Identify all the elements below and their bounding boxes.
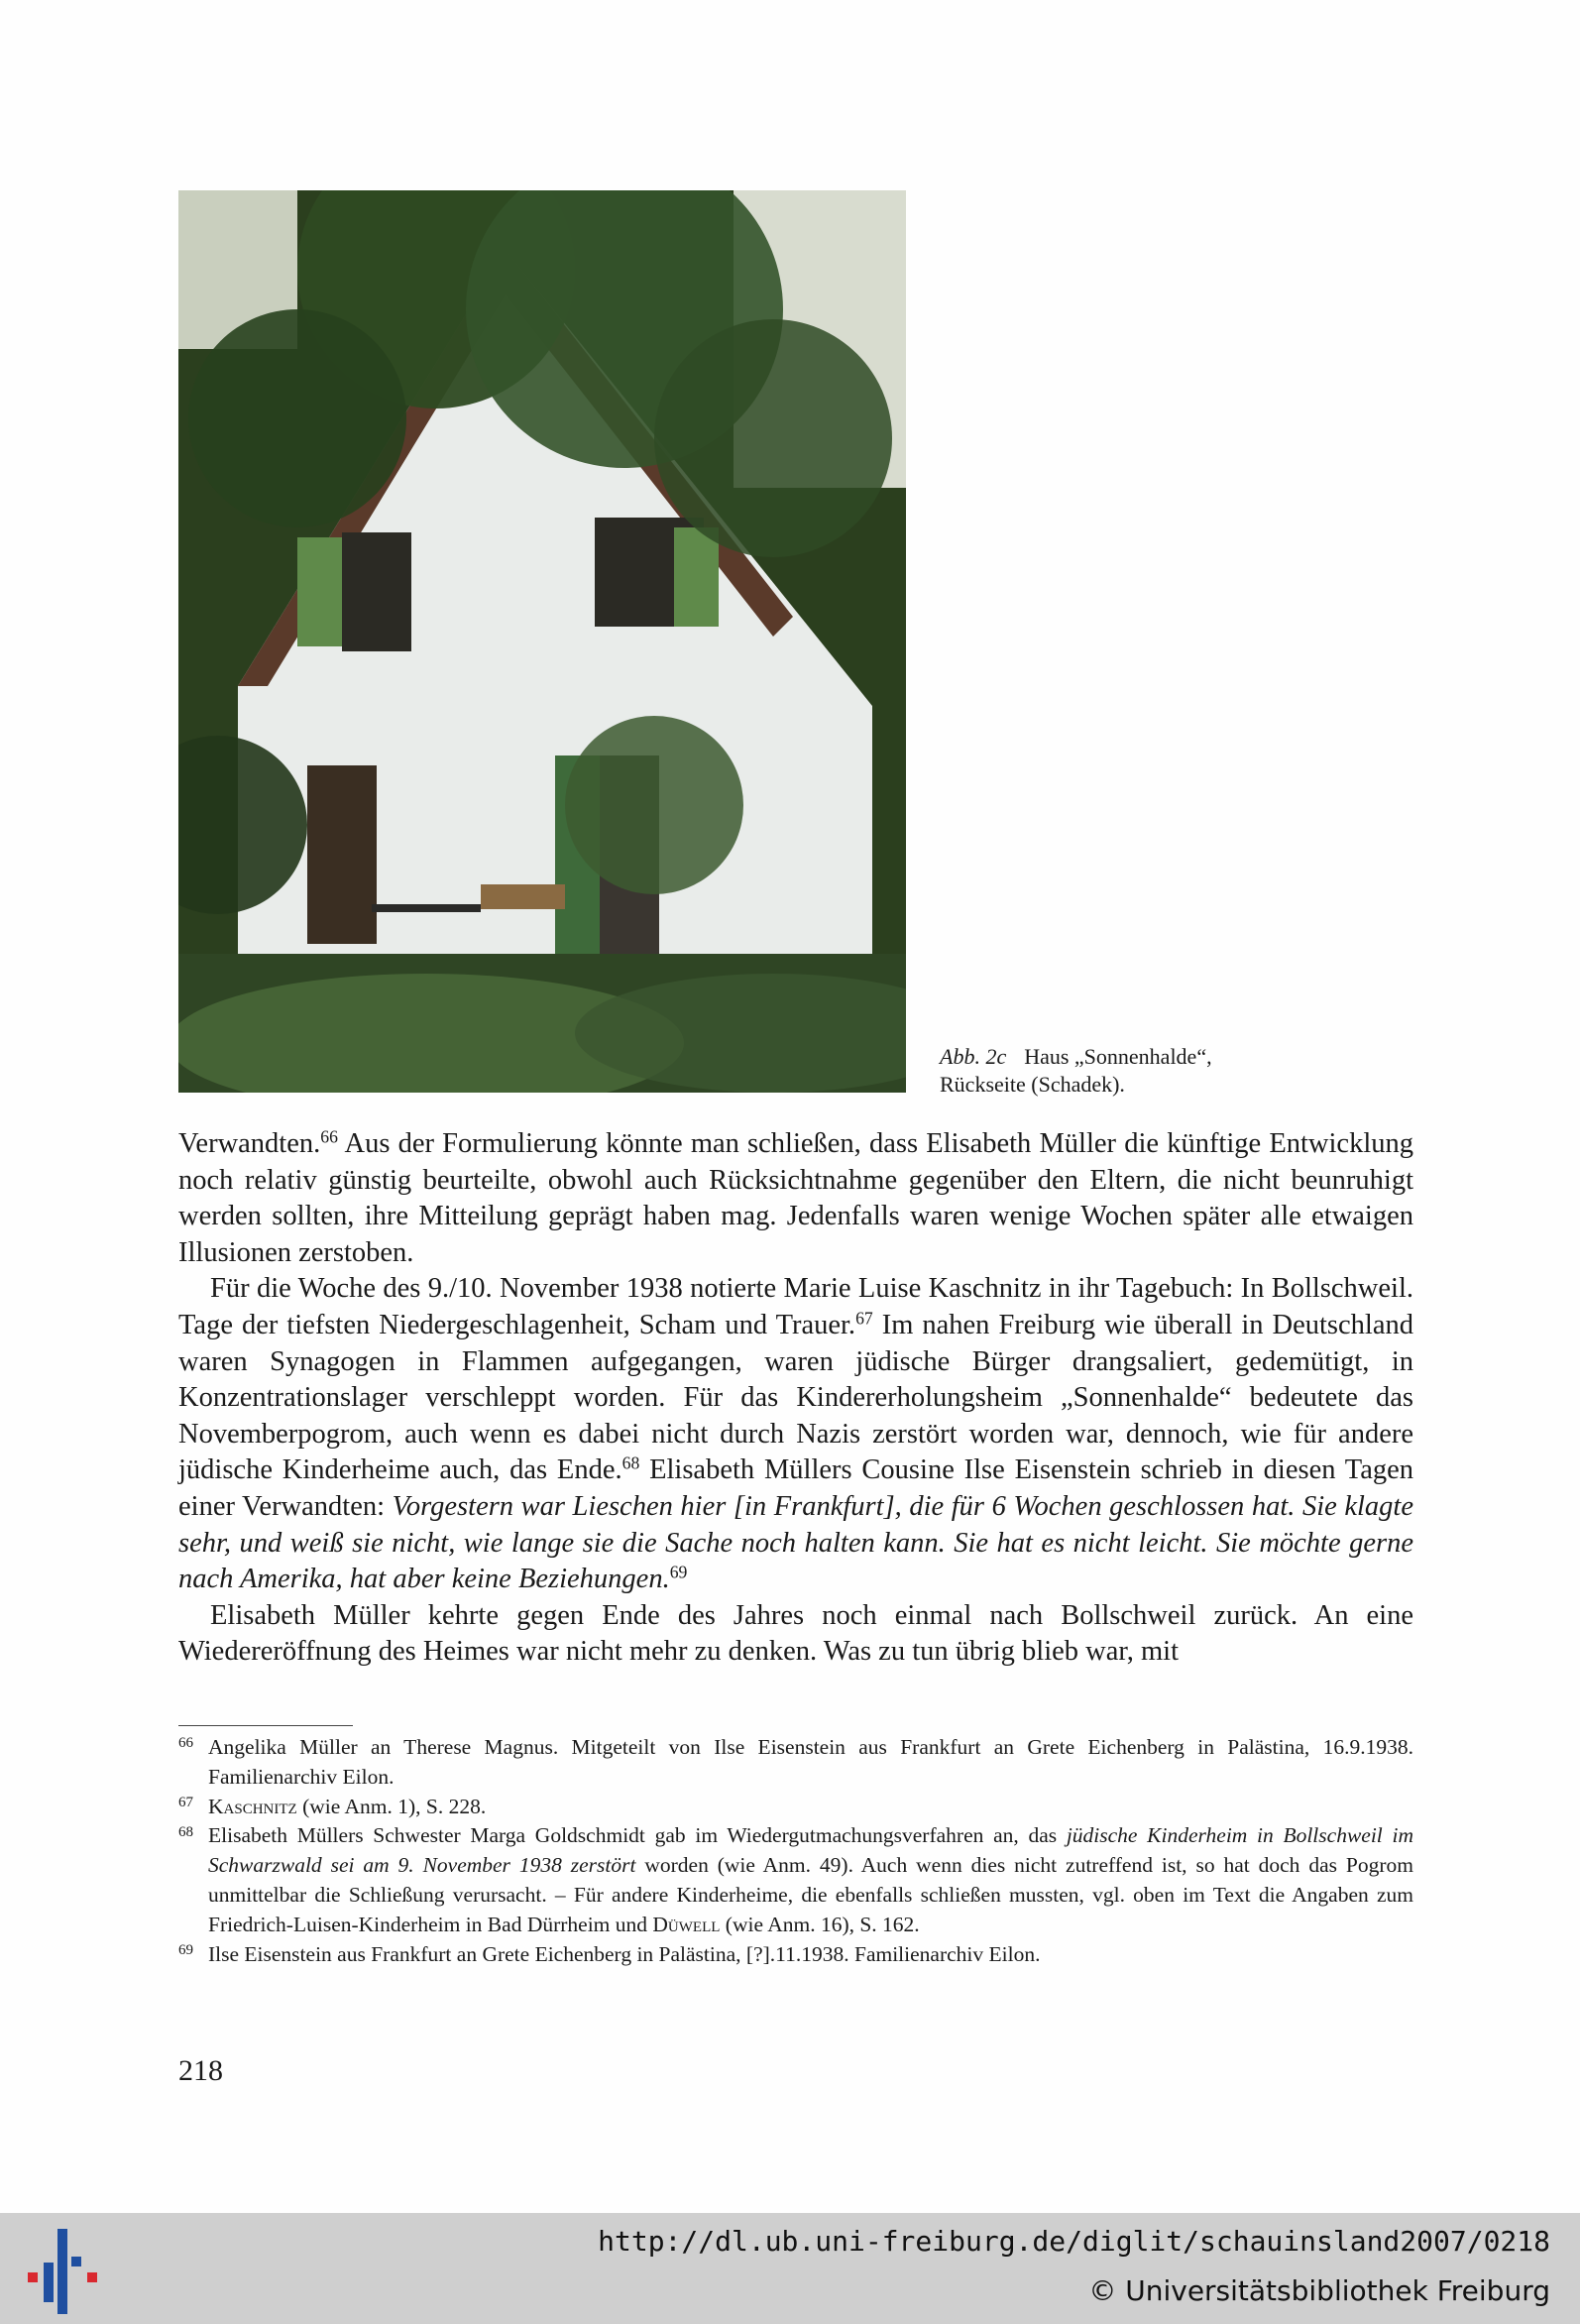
footnote-text: (wie Anm. 16), S. 162. [720,1912,920,1936]
footnote-quote: jüdische Kinderheim in Bollschweil im Schwarzwald sei am 9. November 1938 zerstört [208,1823,1413,1878]
paragraph-3: Elisabeth Müller kehrte gegen Ende des Jahres noch einmal nach Bollschweil zurück. An eine Wiedereröffnung des Heimes war nicht mehr zu denken. Was zu tun übrig blieb war, mit [178,1599,1413,1668]
footnote-divider [178,1725,353,1726]
caption-label: Abb. 2c [940,1044,1007,1069]
footnote-ref-69[interactable]: 69 [669,1562,688,1582]
paragraph-2-part-a: Für die Woche des 9./10. November 1938 notierte Marie Luise Kaschnitz in ihr Tagebuch: In Bollschweil. Tage der tiefsten Niedergeschlagenheit, Scham und Trauer. [178,1273,1413,1340]
footnote-ref-67[interactable]: 67 [855,1308,873,1329]
caption-text-line1: Haus „Sonnenhalde“, [1024,1044,1212,1069]
footnote-66: 66 Angelika Müller an Therese Magnus. Mitgeteilt von Ilse Eisenstein aus Frankfurt an Grete Eichenberg in Palästina, 16.9.1938. Familienarchiv Eilon. [178,1735,1413,1789]
ub-freiburg-logo-icon [18,2227,107,2316]
paragraph-1-part-a: Verwandten. [178,1128,321,1159]
page-number: 218 [178,2054,223,2087]
paragraph-2-part-c: Elisabeth Müllers Cousine Ilse Eisenstein schrieb in diesen Tagen einer Verwandten: [178,1454,1413,1522]
footnote-text: Elisabeth Müllers Schwester Marga Goldschmidt gab im Wiedergutmachungsverfahren an, das [208,1823,1067,1848]
quote-eisenstein: Vorgestern war Lieschen hier [in Frankfurt], die für 6 Wochen geschlossen hat. Sie klagte sehr, und weiß sie nicht, wie lange sie die Sache noch halten kann. Sie hat es nicht leicht. Sie möchte gerne nach Amerika, hat aber keine Beziehungen. [178,1490,1413,1595]
house-with-tree-image [178,190,906,1093]
figure-caption [940,1043,1297,1099]
footnote-text: (wie Anm. 1), S. 228. [296,1794,487,1818]
footnote-text: Angelika Müller an Therese Magnus. Mitgeteilt von Ilse Eisenstein aus Frankfurt an Grete Eichenberg in Palästina, 16.9.1938. Familienarchiv Eilon. [208,1735,1413,1789]
footnote-text: worden (wie Anm. 49). Auch wenn dies nicht zutreffend ist, so hat doch das Pogrom unmittelbar die Schließung verursacht. – Für andere Kinderheime, die ebenfalls schließen mussten, vgl. oben im Text die Angaben zum Friedrich-Luisen-Kinderheim in Bad Dürrheim und [208,1853,1413,1936]
permalink-url[interactable]: http://dl.ub.uni-freiburg.de/diglit/schauinsland2007/0218 [598,2225,1550,2258]
footnote-68: 68 Elisabeth Müllers Schwester Marga Goldschmidt gab im Wiedergutmachungsverfahren an, das jüdische Kinderheim in Bollschweil im Schwarzwald sei am 9. November 1938 zerstört worden (wie Anm. 49). Auch wenn dies nicht zutreffend ist, so hat doch das Pogrom unmittelbar die Schließung verursacht. – Für andere Kinderheime, die ebenfalls schließen mussten, vgl. oben im Text die Angaben zum Friedrich-Luisen-Kinderheim in Bad Dürrheim und Düwell (wie Anm. 16), S. 162. [178,1823,1413,1936]
footer-bar [0,2213,1580,2324]
footnote-ref-66[interactable]: 66 [320,1126,338,1147]
paragraph-1 [178,1126,1413,1271]
caption-text-line2: Rückseite (Schadek). [940,1072,1125,1097]
footnote-67: 67 Kaschnitz (wie Anm. 1), S. 228. [178,1794,487,1818]
footnotes [178,1733,1413,1969]
footnote-69: 69 Ilse Eisenstein aus Frankfurt an Grete Eichenberg in Palästina, [?].11.1938. Familienarchiv Eilon. [178,1941,1041,1966]
house-photo [178,190,906,1093]
footnote-text: Ilse Eisenstein aus Frankfurt an Grete Eichenberg in Palästina, [?].11.1938. Familienarchiv Eilon. [208,1941,1041,1966]
author-name: Kaschnitz [208,1794,297,1818]
footnote-ref-68[interactable]: 68 [621,1452,640,1473]
paragraph-2-part-b: Im nahen Freiburg wie überall in Deutschland waren Synagogen in Flammen aufgegangen, waren jüdische Bürger drangsaliert, gedemütigt, in Konzentrationslager verschleppt worden. Für das Kindererholungsheim „Sonnenhalde“ bedeutete das Novemberpogrom, auch wenn es dabei nicht durch Nazis zerstört worden war, dennoch, wie für andere jüdische Kinderheime auch, das Ende. [178,1309,1413,1486]
body-text [178,1126,1413,1671]
copyright-notice: © Universitätsbibliothek Freiburg [1088,2274,1550,2307]
paragraph-2 [178,1271,1413,1597]
author-name: Düwell [652,1912,721,1936]
paragraph-1-part-b: Aus der Formulierung könnte man schließen, dass Elisabeth Müller die künftige Entwicklung noch relativ günstig beurteilte, obwohl auch Rücksichtnahme gegenüber den Eltern, die nicht beunruhigt werden sollten, ihre Mitteilung geprägt haben mag. Jedenfalls waren wenige Wochen später alle etwaigen Illusionen zerstoben. [178,1128,1413,1268]
